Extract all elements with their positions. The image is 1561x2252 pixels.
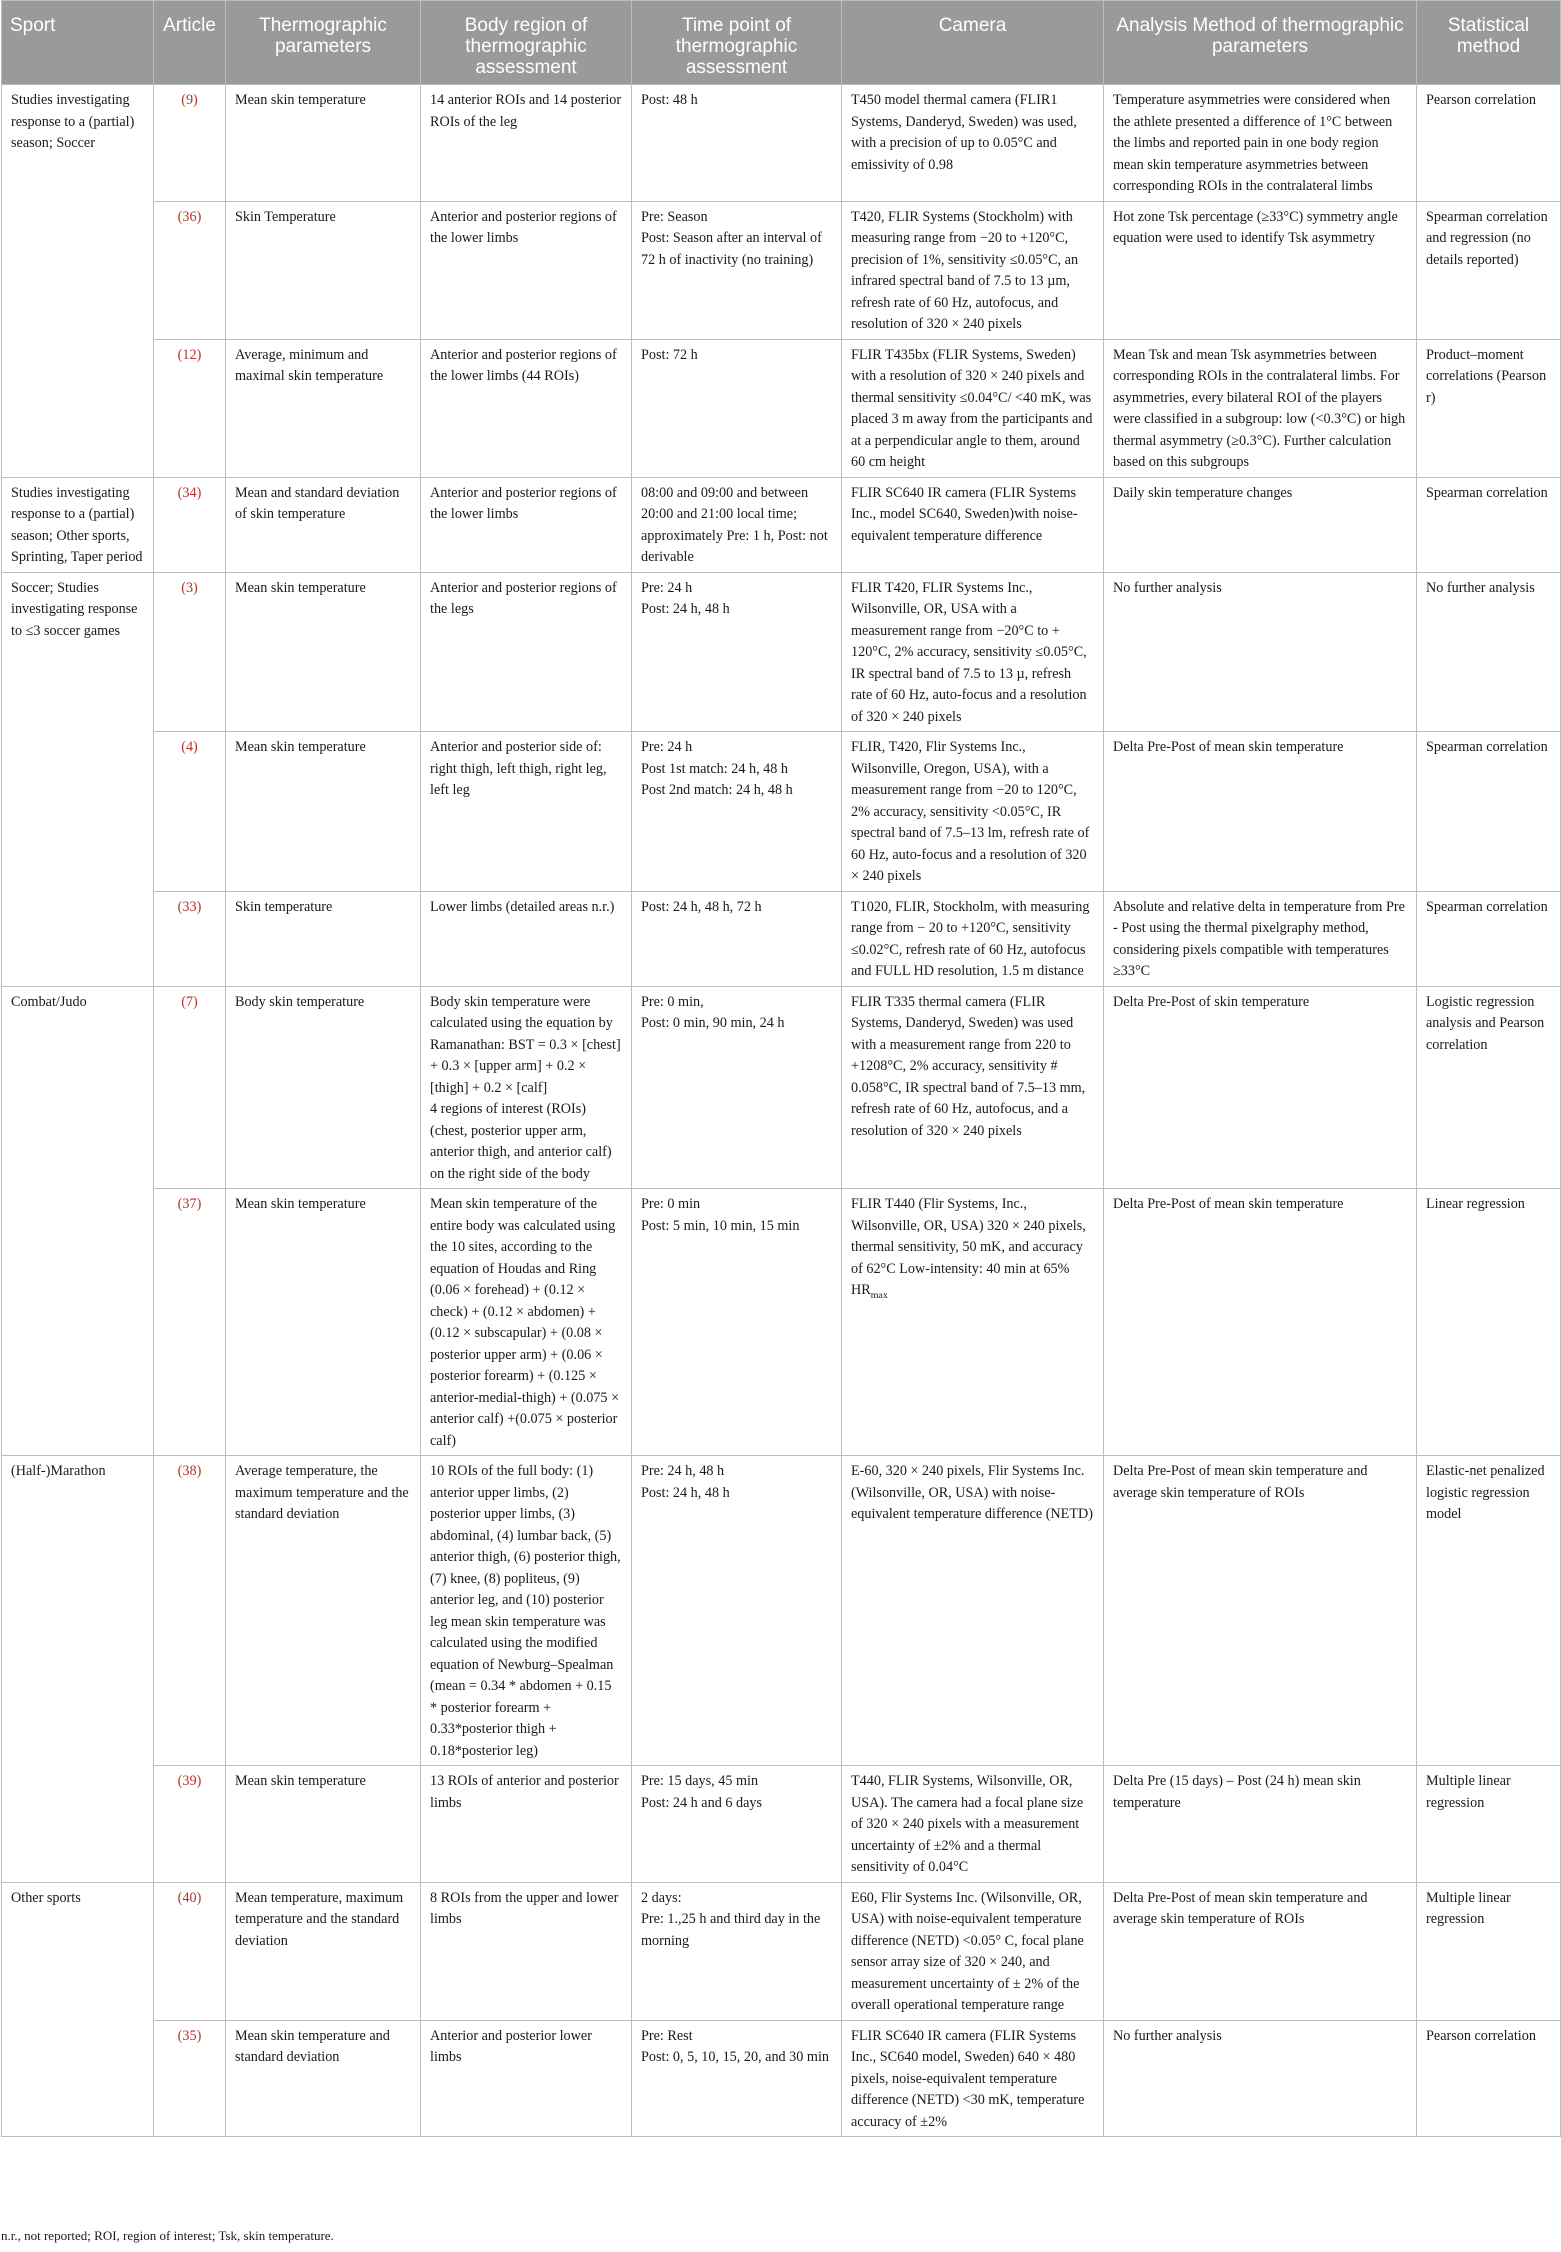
sport-cell: Soccer; Studies investigating response to ≤3 soccer games xyxy=(2,572,154,986)
parameters-cell: Mean and standard deviation of skin temperature xyxy=(226,477,421,572)
analysis-method-cell: Delta Pre (15 days) – Post (24 h) mean skin temperature xyxy=(1104,1766,1417,1883)
table-row xyxy=(2,85,1561,202)
time-point-cell: Pre: 24 h Post: 24 h, 48 h xyxy=(632,572,842,732)
camera-cell: E60, Flir Systems Inc. (Wilsonville, OR, USA) with noise-equivalent temperature difference (NETD) <0.05° C, focal plane sensor array size of 320 × 240, and measurement uncertainty of ± 2% of the overall operational temperature range xyxy=(842,1882,1104,2020)
column-header-body-region: Body region of thermographic assessment xyxy=(421,1,632,85)
article-cell: (34) xyxy=(154,477,226,572)
column-header-statistical-method: Statistical method xyxy=(1417,1,1561,85)
time-point-cell: Pre: Season Post: Season after an interval of 72 h of inactivity (no training) xyxy=(632,201,842,339)
statistical-method-cell: Product–moment correlations (Pearson r) xyxy=(1417,339,1561,477)
table-row xyxy=(2,986,1561,1189)
statistical-method-cell: Elastic-net penalized logistic regression model xyxy=(1417,1456,1561,1766)
analysis-method-cell: Delta Pre-Post of mean skin temperature and average skin temperature of ROIs xyxy=(1104,1882,1417,2020)
statistical-method-cell: Multiple linear regression xyxy=(1417,1882,1561,2020)
parameters-cell: Mean skin temperature xyxy=(226,572,421,732)
camera-cell: T420, FLIR Systems (Stockholm) with measuring range from −20 to +120°C, precision of 1%, sensitivity ≤0.05°C, an infrared spectral band of 7.5 to 13 µm, refresh rate of 60 Hz, autofocus, and resolution of 320 × 240 pixels xyxy=(842,201,1104,339)
sport-cell: (Half-)Marathon xyxy=(2,1456,154,1883)
article-cell: (9) xyxy=(154,85,226,202)
parameters-cell: Mean skin temperature and standard deviation xyxy=(226,2020,421,2137)
analysis-method-cell: Delta Pre-Post of mean skin temperature xyxy=(1104,1189,1417,1456)
article-cell: (3) xyxy=(154,572,226,732)
time-point-cell: Pre: 15 days, 45 min Post: 24 h and 6 days xyxy=(632,1766,842,1883)
parameters-cell: Body skin temperature xyxy=(226,986,421,1189)
analysis-method-cell: Delta Pre-Post of mean skin temperature and average skin temperature of ROIs xyxy=(1104,1456,1417,1766)
table-row xyxy=(2,1456,1561,1766)
subscript-text: max xyxy=(870,1289,888,1301)
statistical-method-cell: Spearman correlation and regression (no details reported) xyxy=(1417,201,1561,339)
table-row xyxy=(2,339,1561,477)
parameters-cell: Skin Temperature xyxy=(226,201,421,339)
body-region-cell: Body skin temperature were calculated using the equation by Ramanathan: BST = 0.3 × [chest] + 0.3 × [upper arm] + 0.2 × [thigh] + 0.2 × [calf] 4 regions of interest (ROIs) (chest, posterior upper arm, anterior thigh, and anterior calf) on the right side of the body xyxy=(421,986,632,1189)
analysis-method-cell: Mean Tsk and mean Tsk asymmetries between corresponding ROIs in the contralateral limbs. For asymmetries, every bilateral ROI of the players were classified in a subgroup: low (<0.3°C) or high thermal asymmetry (≥0.3°C). Further calculation based on this subgroups xyxy=(1104,339,1417,477)
parameters-cell: Mean skin temperature xyxy=(226,85,421,202)
table-row xyxy=(2,891,1561,986)
body-region-cell: 10 ROIs of the full body: (1) anterior upper limbs, (2) posterior upper limbs, (3) abdominal, (4) lumbar back, (5) anterior thigh, (6) posterior thigh, (7) knee, (8) popliteus, (9) anterior leg, and (10) posterior leg mean skin temperature was calculated using the modified equation of Newburg–Spealman (mean = 0.34 * abdomen + 0.15 * posterior forearm + 0.33*posterior thigh + 0.18*posterior leg) xyxy=(421,1456,632,1766)
body-region-cell: Anterior and posterior regions of the legs xyxy=(421,572,632,732)
article-cell: (40) xyxy=(154,1882,226,2020)
camera-cell: FLIR, T420, Flir Systems Inc., Wilsonville, Oregon, USA), with a measurement range from −20 to 120°C, 2% accuracy, sensitivity <0.05°C, IR spectral band of 7.5–13 lm, refresh rate of 60 Hz, auto-focus and a resolution of 320 × 240 pixels xyxy=(842,732,1104,892)
parameters-cell: Mean temperature, maximum temperature and the standard deviation xyxy=(226,1882,421,2020)
body-region-cell: Anterior and posterior regions of the lower limbs xyxy=(421,477,632,572)
camera-cell: T440, FLIR Systems, Wilsonville, OR, USA). The camera had a focal plane size of 320 × 240 pixels with a measurement uncertainty of ±2% and a thermal sensitivity of 0.04°C xyxy=(842,1766,1104,1883)
article-cell: (39) xyxy=(154,1766,226,1883)
camera-cell: FLIR T420, FLIR Systems Inc., Wilsonville, OR, USA with a measurement range from −20°C to + 120°C, 2% accuracy, sensitivity ≤0.05°C, IR spectral band of 7.5 to 13 µ, refresh rate of 60 Hz, auto-focus and a resolution of 320 × 240 pixels xyxy=(842,572,1104,732)
analysis-method-cell: Hot zone Tsk percentage (≥33°C) symmetry angle equation were used to identify Tsk asymmetry xyxy=(1104,201,1417,339)
parameters-cell: Average, minimum and maximal skin temperature xyxy=(226,339,421,477)
column-header-analysis-method: Analysis Method of thermographic parameters xyxy=(1104,1,1417,85)
column-header-camera: Camera xyxy=(842,1,1104,85)
article-cell: (36) xyxy=(154,201,226,339)
analysis-method-cell: Delta Pre-Post of skin temperature xyxy=(1104,986,1417,1189)
body-region-cell: Anterior and posterior regions of the lower limbs (44 ROIs) xyxy=(421,339,632,477)
table-footnote: n.r., not reported; ROI, region of interest; Tsk, skin temperature. xyxy=(1,2228,334,2243)
statistical-method-cell: Multiple linear regression xyxy=(1417,1766,1561,1883)
table-row xyxy=(2,1189,1561,1456)
article-cell: (33) xyxy=(154,891,226,986)
sport-cell: Combat/Judo xyxy=(2,986,154,1456)
table-row xyxy=(2,2020,1561,2137)
table-row xyxy=(2,732,1561,892)
time-point-cell: Pre: 0 min, Post: 0 min, 90 min, 24 h xyxy=(632,986,842,1189)
statistical-method-cell: Logistic regression analysis and Pearson correlation xyxy=(1417,986,1561,1189)
time-point-cell: Pre: 24 h Post 1st match: 24 h, 48 h Post 2nd match: 24 h, 48 h xyxy=(632,732,842,892)
article-cell: (37) xyxy=(154,1189,226,1456)
camera-cell: FLIR T435bx (FLIR Systems, Sweden) with a resolution of 320 × 240 pixels and thermal sensitivity ≤0.04°C/ <40 mK, was placed 3 m away from the participants and at a perpendicular angle to them, around 60 cm height xyxy=(842,339,1104,477)
body-region-cell: Anterior and posterior lower limbs xyxy=(421,2020,632,2137)
table-body xyxy=(2,85,1561,2137)
camera-cell: FLIR SC640 IR camera (FLIR Systems Inc., SC640 model, Sweden) 640 × 480 pixels, noise-equivalent temperature difference (NETD) <30 mK, temperature accuracy of ±2% xyxy=(842,2020,1104,2137)
camera-cell: T1020, FLIR, Stockholm, with measuring range from − 20 to +120°C, sensitivity ≤0.02°C, refresh rate of 60 Hz, autofocus and FULL HD resolution, 1.5 m distance xyxy=(842,891,1104,986)
column-header-time-point: Time point of thermographic assessment xyxy=(632,1,842,85)
sport-cell: Studies investigating response to a (partial) season; Other sports, Sprinting, Taper period xyxy=(2,477,154,572)
parameters-cell: Mean skin temperature xyxy=(226,1189,421,1456)
statistical-method-cell: Linear regression xyxy=(1417,1189,1561,1456)
article-cell: (4) xyxy=(154,732,226,892)
camera-cell: FLIR T335 thermal camera (FLIR Systems, Danderyd, Sweden) was used with a measurement range from 220 to +1208°C, 2% accuracy, sensitivity # 0.058°C, IR spectral band of 7.5–13 mm, refresh rate of 60 Hz, autofocus, and a resolution of 320 × 240 pixels xyxy=(842,986,1104,1189)
time-point-cell: 2 days: Pre: 1.,25 h and third day in the morning xyxy=(632,1882,842,2020)
article-cell: (12) xyxy=(154,339,226,477)
analysis-method-cell: Delta Pre-Post of mean skin temperature xyxy=(1104,732,1417,892)
table-header-row xyxy=(2,1,1561,85)
parameters-cell: Skin temperature xyxy=(226,891,421,986)
table-row xyxy=(2,477,1561,572)
parameters-cell: Mean skin temperature xyxy=(226,732,421,892)
time-point-cell: Pre: Rest Post: 0, 5, 10, 15, 20, and 30 min xyxy=(632,2020,842,2137)
body-region-cell: Anterior and posterior side of: right thigh, left thigh, right leg, left leg xyxy=(421,732,632,892)
analysis-method-cell: No further analysis xyxy=(1104,572,1417,732)
time-point-cell: Post: 72 h xyxy=(632,339,842,477)
column-header-article: Article xyxy=(154,1,226,85)
analysis-method-cell: Absolute and relative delta in temperature from Pre - Post using the thermal pixelgraphy method, considering pixels compatible with temperatures ≥33°C xyxy=(1104,891,1417,986)
statistical-method-cell: Pearson correlation xyxy=(1417,2020,1561,2137)
table-row xyxy=(2,201,1561,339)
body-region-cell: Anterior and posterior regions of the lower limbs xyxy=(421,201,632,339)
thermography-studies-table xyxy=(1,0,1561,2137)
table-row xyxy=(2,1766,1561,1883)
camera-cell: T450 model thermal camera (FLIR1 Systems, Danderyd, Sweden) was used, with a precision of up to 0.05°C and emissivity of 0.98 xyxy=(842,85,1104,202)
column-header-parameters: Thermographic parameters xyxy=(226,1,421,85)
column-header-sport: Sport xyxy=(2,1,154,85)
analysis-method-cell: Temperature asymmetries were considered when the athlete presented a difference of 1°C between the limbs and reported pain in one body region mean skin temperature asymmetries between corresponding ROIs in the contralateral limbs xyxy=(1104,85,1417,202)
time-point-cell: 08:00 and 09:00 and between 20:00 and 21:00 local time; approximately Pre: 1 h, Post: not derivable xyxy=(632,477,842,572)
article-cell: (38) xyxy=(154,1456,226,1766)
parameters-cell: Average temperature, the maximum temperature and the standard deviation xyxy=(226,1456,421,1766)
analysis-method-cell: Daily skin temperature changes xyxy=(1104,477,1417,572)
parameters-cell: Mean skin temperature xyxy=(226,1766,421,1883)
body-region-cell: 14 anterior ROIs and 14 posterior ROIs of the leg xyxy=(421,85,632,202)
analysis-method-cell: No further analysis xyxy=(1104,2020,1417,2137)
time-point-cell: Post: 48 h xyxy=(632,85,842,202)
body-region-cell: Mean skin temperature of the entire body was calculated using the 10 sites, according to the equation of Houdas and Ring (0.06 × forehead) + (0.12 × check) + (0.12 × abdomen) + (0.12 × subscapular) + (0.08 × posterior upper arm) + (0.06 × posterior forearm) + (0.125 × anterior-medial-thigh) + (0.075 × anterior calf) +(0.075 × posterior calf) xyxy=(421,1189,632,1456)
statistical-method-cell: No further analysis xyxy=(1417,572,1561,732)
statistical-method-cell: Pearson correlation xyxy=(1417,85,1561,202)
statistical-method-cell: Spearman correlation xyxy=(1417,891,1561,986)
statistical-method-cell: Spearman correlation xyxy=(1417,477,1561,572)
statistical-method-cell: Spearman correlation xyxy=(1417,732,1561,892)
sport-cell: Studies investigating response to a (partial) season; Soccer xyxy=(2,85,154,478)
body-region-cell: Lower limbs (detailed areas n.r.) xyxy=(421,891,632,986)
sport-cell: Other sports xyxy=(2,1882,154,2137)
camera-cell: FLIR T440 (Flir Systems, Inc., Wilsonville, OR, USA) 320 × 240 pixels, thermal sensitivity, 50 mK, and accuracy of 62°C Low-intensity: 40 min at 65% $HR_{max}$ xyxy=(842,1189,1104,1456)
camera-cell: FLIR SC640 IR camera (FLIR Systems Inc., model SC640, Sweden)with noise-equivalent temperature difference xyxy=(842,477,1104,572)
time-point-cell: Post: 24 h, 48 h, 72 h xyxy=(632,891,842,986)
table-row xyxy=(2,1882,1561,2020)
body-region-cell: 8 ROIs from the upper and lower limbs xyxy=(421,1882,632,2020)
camera-cell: E-60, 320 × 240 pixels, Flir Systems Inc. (Wilsonville, OR, USA) with noise-equivalent temperature difference (NETD) xyxy=(842,1456,1104,1766)
time-point-cell: Pre: 0 min Post: 5 min, 10 min, 15 min xyxy=(632,1189,842,1456)
time-point-cell: Pre: 24 h, 48 h Post: 24 h, 48 h xyxy=(632,1456,842,1766)
table-row xyxy=(2,572,1561,732)
body-region-cell: 13 ROIs of anterior and posterior limbs xyxy=(421,1766,632,1883)
article-cell: (35) xyxy=(154,2020,226,2137)
data-table-wrapper xyxy=(1,0,1560,2137)
article-cell: (7) xyxy=(154,986,226,1189)
